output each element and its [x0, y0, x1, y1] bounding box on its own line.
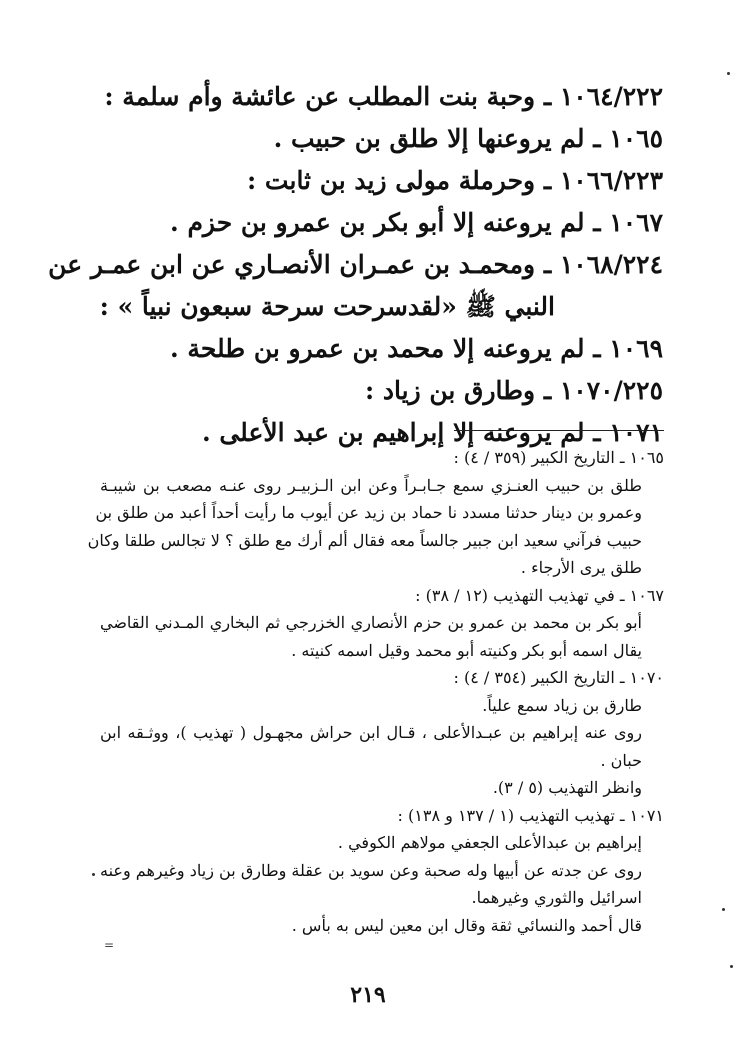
- scan-speck: [722, 908, 725, 911]
- entry-line: ١٠٦٥ ـ لم يروعنها إلا طلق بن حبيب .: [273, 124, 663, 153]
- footnote-line: طارق بن زياد سمع علياً.: [482, 695, 642, 715]
- main-text: [48, 76, 663, 454]
- scan-speck: [92, 873, 95, 876]
- margin-mark: =: [104, 938, 115, 952]
- footnote-line: طلق يرى الأرجاء .: [520, 558, 642, 577]
- footnote: [100, 802, 664, 940]
- footnote: [87, 444, 664, 582]
- footnote-line: حبان .: [600, 750, 642, 770]
- footnote-line: وعمرو بن دينار حدثنا مسدد نا حماد بن زيد عن أيوب ما رأيت أحداً أعبد من طلق بن: [95, 503, 642, 522]
- footnote-line: طلق بن حبيب العنـزي سمع جـابـراً وعن ابن الـزبيـر روى عنـه مصعب بن شيبـة: [100, 475, 642, 495]
- entry-line: ١٠٦٧ ـ لم يروعنه إلا أبو بكر بن عمرو بن حزم .: [170, 208, 663, 237]
- footnote-line: روى عنه إبراهيم بن عبـدالأعلى ، قـال ابن حراش مجهـول ( تهذيب )، ووثـقه ابن: [100, 723, 642, 742]
- footnote-line: حبيب فرآني سعيد ابن جبير جالساً معه فقال ألم أرك مع طلق ؟ لا تجالس طلقا وكان: [87, 530, 642, 550]
- hadith-quote: لقدسرحت سرحة سبعون نبياً: [141, 292, 442, 321]
- footnotes: [87, 444, 664, 939]
- footnote: [100, 664, 664, 802]
- footnote-line: قال أحمد والنسائي ثقة وقال ابن معين ليس به بأس .: [291, 915, 642, 935]
- footnote-line: اسرائيل والثوري وغيرهما.: [471, 888, 642, 907]
- footnote-divider: [454, 430, 664, 431]
- scan-speck: [727, 72, 730, 75]
- footnote-line: روى عن جدته عن أبيها وله صحبة وعن سويد بن عقلة وطارق بن زياد وغيرهم وعنه: [100, 860, 642, 880]
- entry-line: ١٠٦٦/٢٢٣ ـ وحرملة مولى زيد بن ثابت :: [247, 166, 663, 195]
- entry-line: ١٠٦٨/٢٢٤ ـ ومحمـد بن عمـران الأنصـاري عن ابن عمـر عن: [48, 250, 663, 279]
- page-number: ٢١٩: [350, 982, 386, 1008]
- entry-continuation: النبي ﷺ «لقدسرحت سرحة سبعون نبياً » :: [99, 292, 555, 321]
- footnote-line: إبراهيم بن عبدالأعلى الجعفي مولاهم الكوفي .: [337, 833, 642, 852]
- footnote-line: وانظر التهذيب (٥ / ٣).: [492, 778, 642, 797]
- entry-line: ١٠٧٠/٢٢٥ ـ وطارق بن زياد :: [364, 376, 663, 405]
- footnote: [100, 582, 664, 665]
- footnote-heading: ١٠٦٧ ـ في تهذيب التهذيب (١٢ / ٣٨) :: [415, 585, 664, 605]
- footnote-line: يقال اسمه أبو بكر وكنيته أبو محمد وقيل اسمه كنيته .: [291, 640, 642, 660]
- footnote-heading: ١٠٦٥ ـ التاريخ الكبير (٣٥٩ / ٤) :: [453, 448, 664, 467]
- entry-line: ١٠٧١ ـ لم يروعنه إلا إبراهيم بن عبد الأعلى .: [201, 418, 663, 447]
- entry-line: ١٠٦٤/٢٢٢ ـ وحبة بنت المطلب عن عائشة وأم سلمة :: [104, 82, 663, 111]
- footnote-heading: ١٠٧١ ـ تهذيب التهذيب (١ / ١٣٧ و ١٣٨) :: [397, 805, 664, 825]
- footnote-heading: ١٠٧٠ ـ التاريخ الكبير (٣٥٤ / ٤) :: [453, 668, 664, 687]
- scan-speck: [730, 965, 733, 968]
- footnote-line: أبو بكر بن محمد بن عمرو بن حزم الأنصاري الخزرجي ثم البخاري المـدني القاضي: [100, 613, 642, 632]
- entry-line: ١٠٦٩ ـ لم يروعنه إلا محمد بن عمرو بن طلحة .: [170, 334, 663, 363]
